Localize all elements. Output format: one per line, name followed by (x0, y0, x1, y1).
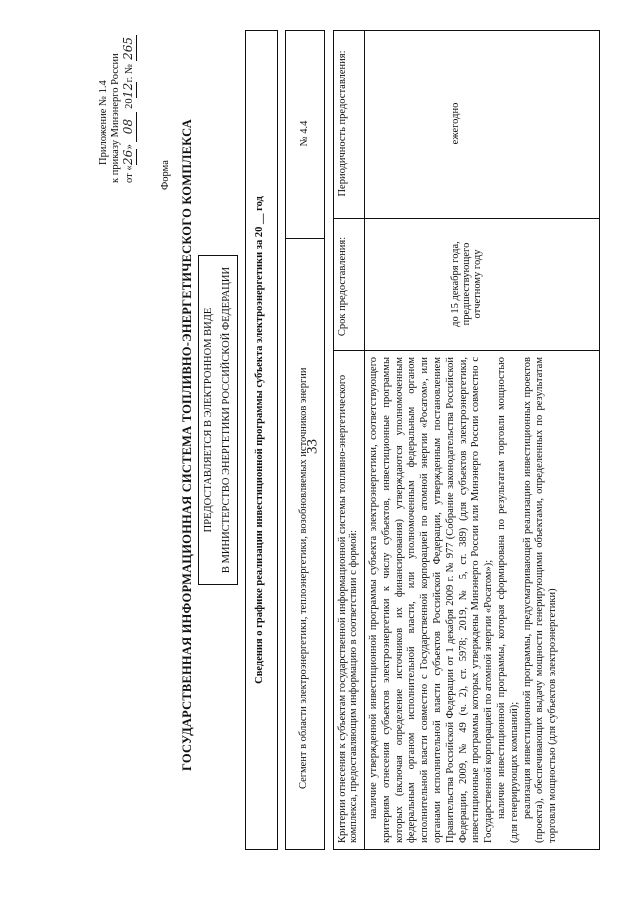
submitted-box (198, 255, 238, 585)
appendix-line-1: Приложение № 1.4 (98, 80, 109, 165)
submitted-line-1: ПРЕДОСТАВЛЯЕТСЯ В ЭЛЕКТРОННОМ ВИДЕ (203, 307, 214, 533)
appendix-date-mid: » (124, 144, 135, 150)
appendix-line-3 (122, 35, 137, 183)
segment-box (285, 30, 325, 850)
appendix-day-handwritten: 26 (121, 149, 135, 166)
segment-number: № 4.4 (286, 29, 324, 239)
criteria-item-3: реализация инвестиционной программы, предусматривающей реализацию инвестиционных проектов (проекта), обеспечивающих выдачу мощности генерирующими объектами, определенных по результатам торговли мощностью (для субъектов электроэнергетики) (521, 357, 559, 843)
form-label: Форма (160, 160, 171, 190)
info-title-box (245, 30, 278, 850)
appendix-number-handwritten: 265 (121, 36, 135, 60)
period-value: ежегодно (450, 102, 461, 145)
info-title: Сведения о графике реализации инвестиционной программы субъекта электроэнергетики за 20 __ год (254, 196, 265, 684)
appendix-month-handwritten: 08 (122, 112, 137, 142)
appendix-year-handwritten: 12 (121, 82, 135, 99)
submitted-line-2: В МИНИСТЕРСТВО ЭНЕРГЕТИКИ РОССИЙСКОЙ ФЕДЕРАЦИИ (221, 266, 232, 574)
criteria-item-1: наличие утвержденной инвестиционной программы субъекта электроэнергетики, соответствующего критериям отнесения субъектов электроэнергетики к числу субъектов, инвестиционные программы которых (включая определение источников их финансирования) утверждаются уполномоченным федеральным органом исполнительной власти, или уполномоченным федеральным органом исполнительной власти совместно с Государственной корпорацией по атомной энергии «Росатом», или органами исполнительной власти субъектов Российской Федерации, утвержденным постановлением Правительства Российской Федерации от 1 декабря 2009 г. № 977 (Собрание законодательства Российской Федерации, 2009, № 49 (ч. 2), ст. 5978; 2019, № 5, ст. 389) (для субъектов электроэнергетики, инвестиционные программы которых утверждены Минэнерго России или Минэнерго России совместно с Государственной корпорацией по атомной энергии «Росатом»); (368, 357, 495, 843)
segment-label: Сегмент в области электроэнергетики, теплоэнергетики, возобновляемых источников энергии (298, 367, 309, 789)
period-header: Периодичность предоставления: (337, 50, 348, 197)
column-divider-2 (334, 218, 599, 219)
page-number: 33 (304, 439, 321, 454)
system-title: ГОСУДАРСТВЕННАЯ ИНФОРМАЦИОННАЯ СИСТЕМА ТОПЛИВНО-ЭНЕРГЕТИЧЕСКОГО КОМПЛЕКСА (180, 119, 194, 771)
deadline-header: Срок предоставления: (337, 236, 348, 337)
appendix-year-prefix: 20 (124, 98, 135, 109)
criteria-header: Критерии отнесения к субъектам государственной информационной системы топливно-энергетического комплекса, предоставляющим информацию в соответствии с формой: (337, 374, 359, 843)
criteria-table (333, 30, 600, 850)
deadline-value: до 15 декабря года, предшествующего отчетному году (450, 241, 483, 327)
appendix-line-2: к приказу Минэнерго России (110, 53, 121, 183)
criteria-item-2: наличие инвестиционной программы, которая сформирована по результатам торговли мощностью (для генерирующих компаний); (495, 357, 520, 843)
appendix-date-prefix: от « (124, 165, 135, 183)
column-divider-1 (334, 350, 599, 351)
header-divider (364, 31, 365, 849)
appendix-number-label: г. № (124, 64, 135, 83)
criteria-text (368, 357, 560, 843)
